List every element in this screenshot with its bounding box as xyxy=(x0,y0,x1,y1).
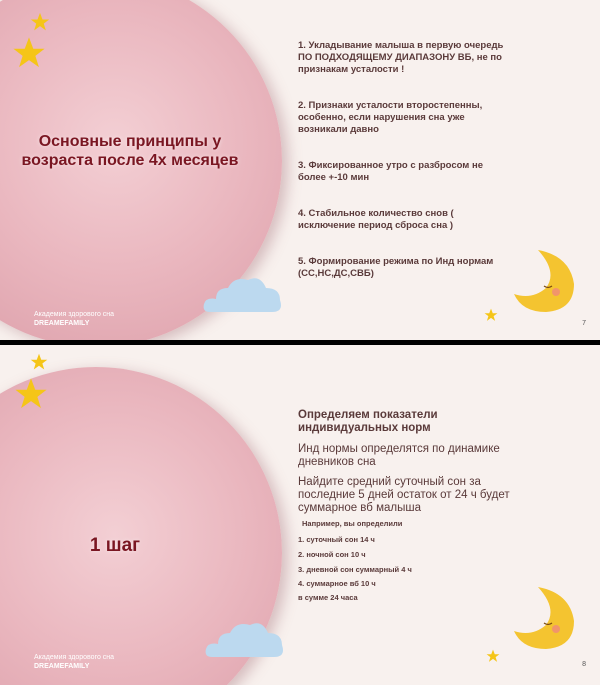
list-item: 1. Укладывание малыша в первую очередь ПО ПОДХОДЯЩЕМУ ДИАПАЗОНУ ВБ, не по признакам усталости ! xyxy=(298,40,504,75)
list-item: 5. Формирование режима по Инд нормам (СС,НС,ДС,СВБ) xyxy=(298,256,494,279)
brand-caption: Академия здорового сна xyxy=(34,311,115,318)
example-item: 4. суммарное вб 10 ч xyxy=(298,579,376,588)
slide-headline: 1 шаг xyxy=(89,535,141,556)
star-icon xyxy=(12,36,46,70)
star-icon xyxy=(30,12,50,32)
star-icon xyxy=(486,649,500,663)
moon-icon xyxy=(508,248,580,314)
slide-headline: Основные принципы у возраста после 4х месяцев xyxy=(21,133,239,169)
example-item: 1. суточный сон 14 ч xyxy=(298,535,375,544)
principles-list xyxy=(298,40,508,304)
list-item: 2. Признаки усталости второстепенны, особенно, если нарушения сна уже возникали давно xyxy=(298,100,483,135)
brand-caption: Академия здорового сна xyxy=(34,654,115,661)
brand-name: DREAMEFAMILY xyxy=(34,663,90,670)
page-number: 8 xyxy=(582,661,586,668)
star-icon xyxy=(30,353,48,371)
example-intro: Например, вы определили xyxy=(302,519,403,528)
paragraph: Инд нормы определятся по динамике дневников сна xyxy=(298,443,500,468)
section-heading: Определяем показатели индивидуальных норм xyxy=(298,409,438,434)
star-icon xyxy=(14,377,48,411)
paragraph: Найдите средний суточный сон за последние 5 дней остаток от 24 ч будет суммарное вб малыша xyxy=(298,476,510,514)
moon-icon xyxy=(508,585,580,651)
page-number: 7 xyxy=(582,320,586,327)
example-item: 2. ночной сон 10 ч xyxy=(298,550,366,559)
list-item: 4. Стабильное количество снов ( исключение период сброса сна ) xyxy=(298,208,454,231)
example-item: 3. дневной сон суммарный 4 ч xyxy=(298,565,412,574)
star-icon xyxy=(484,308,498,322)
cloud-icon xyxy=(202,272,284,318)
list-item: 3. Фиксированное утро с разбросом не более +-10 мин xyxy=(298,160,483,183)
brand-name: DREAMEFAMILY xyxy=(34,320,90,327)
cloud-icon xyxy=(204,617,286,663)
slide-8 xyxy=(0,345,600,685)
example-item: в сумме 24 часа xyxy=(298,593,358,602)
slide-7 xyxy=(0,0,600,340)
